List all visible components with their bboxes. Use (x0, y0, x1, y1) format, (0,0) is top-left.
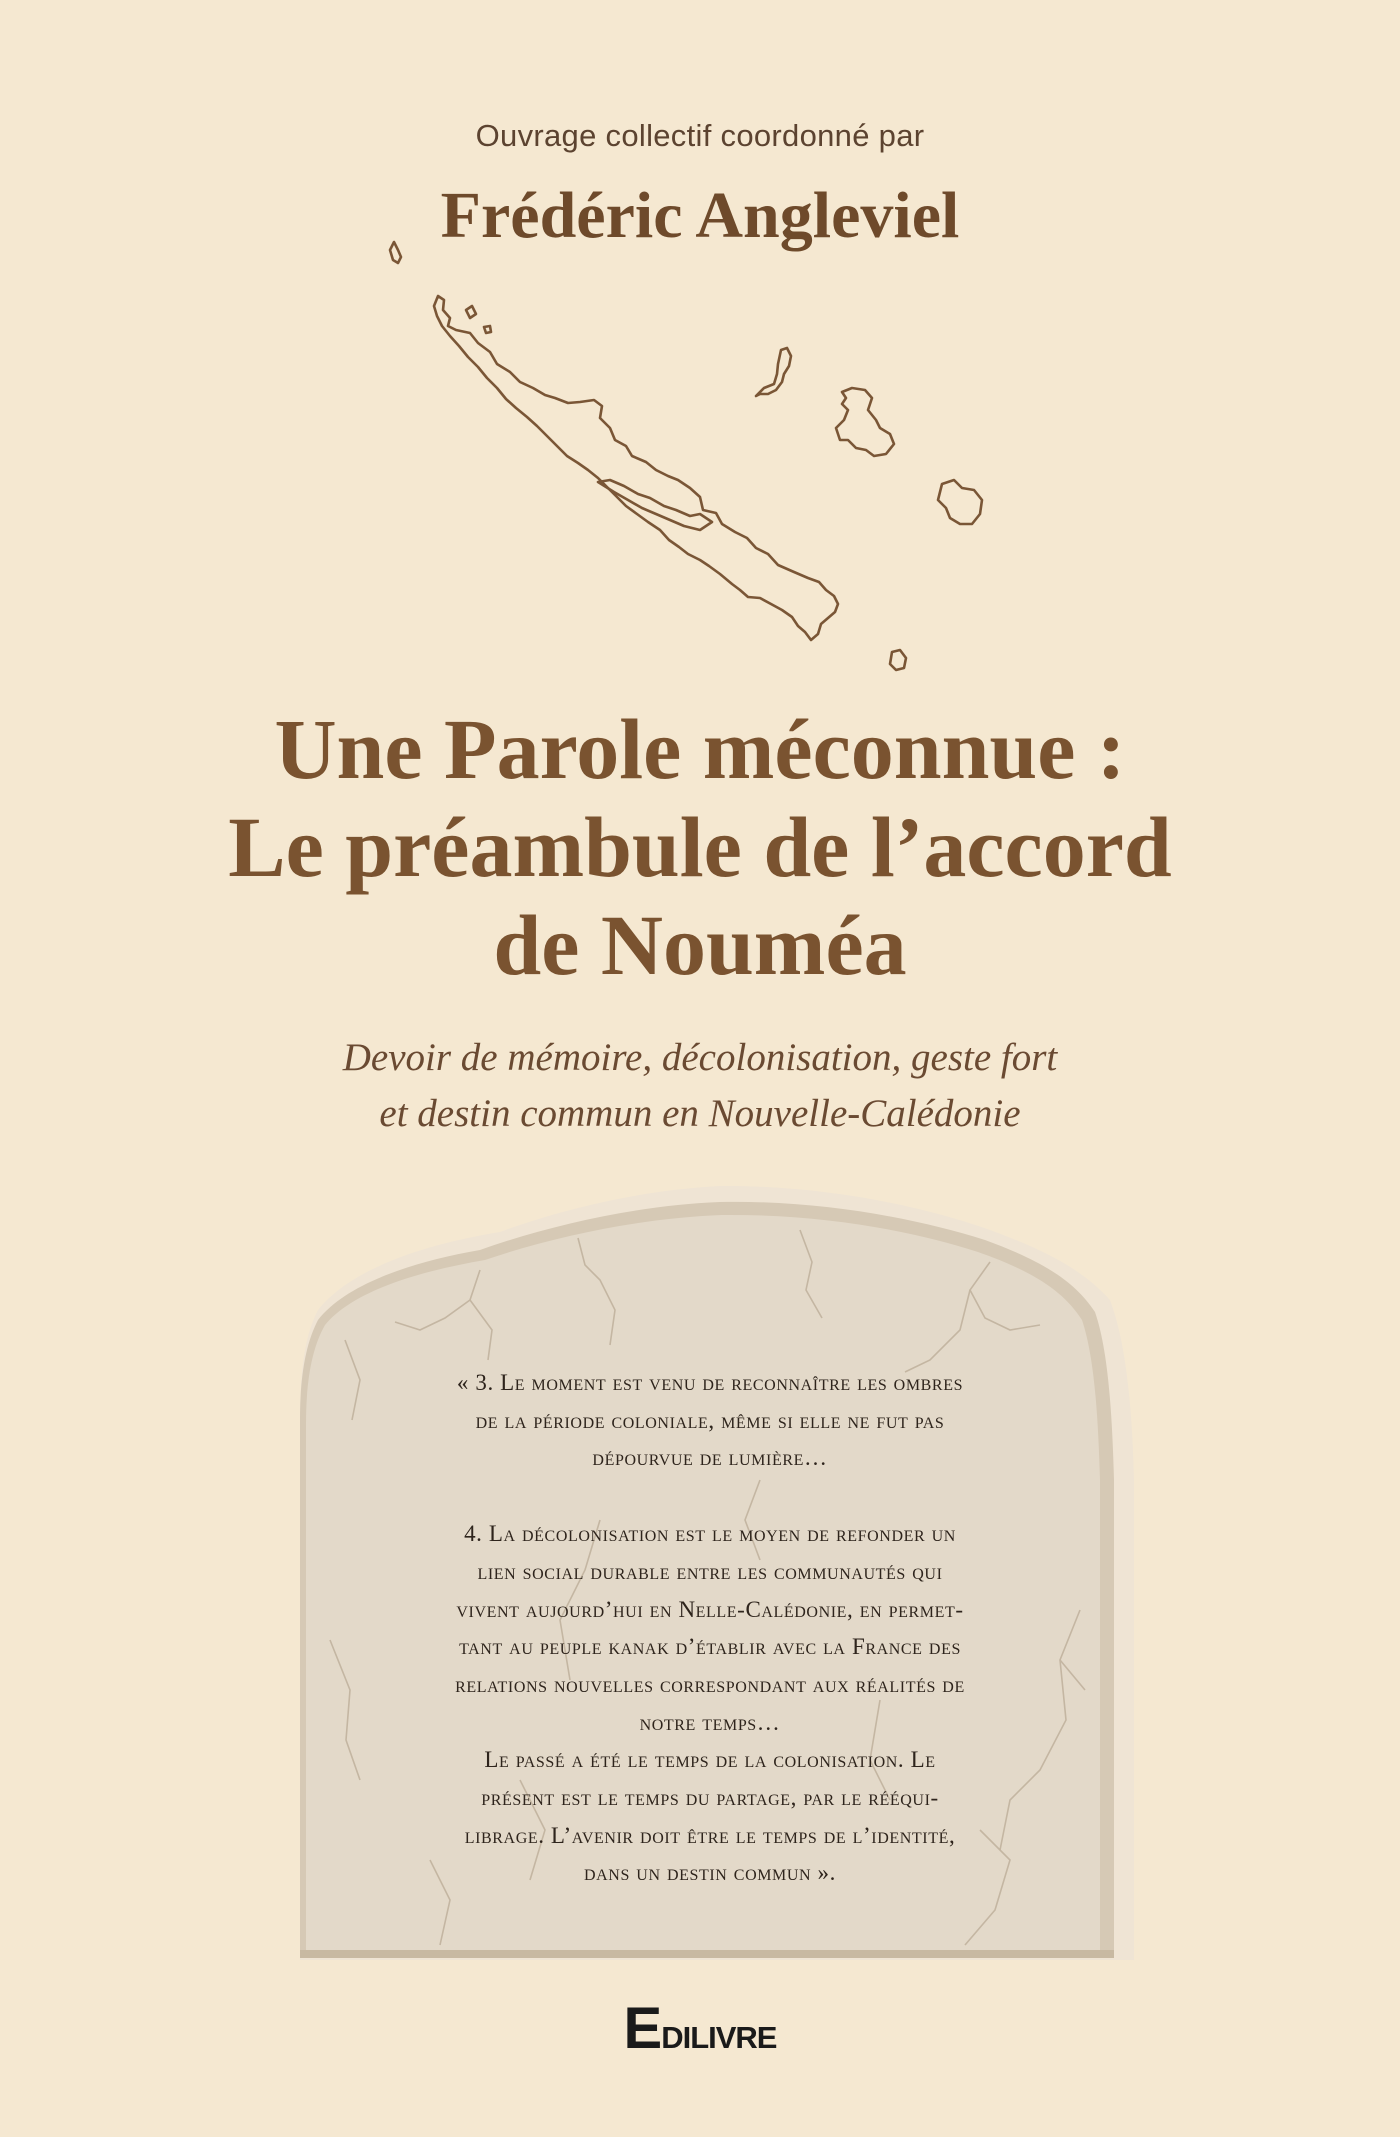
quote-line: présent est le temps du partage, par le rééqui- (481, 1785, 939, 1811)
title-line: Une Parole méconnue : (274, 701, 1126, 797)
quote-line: « 3. Le moment est venu de reconnaître les ombres (456, 1370, 964, 1395)
quote-line: vivent aujourd’hui en Nelle-Calédonie, en permet- (456, 1596, 964, 1622)
subtitle-line: Devoir de mémoire, décolonisation, geste fort (342, 1036, 1058, 1079)
quote-line: librage. L’avenir doit être le temps de l’identité, (464, 1822, 956, 1848)
publisher-name-rest: dilivre (661, 2009, 777, 2058)
coordination-label: Ouvrage collectif coordonné par (475, 118, 925, 153)
title-line: de Nouméa (493, 897, 907, 993)
quote-line: Le passé a été le temps de la colonisation. Le (484, 1747, 936, 1773)
quote-line: dans un destin commun ». (584, 1860, 836, 1886)
quote-line: relations nouvelles correspondant aux réalités de (455, 1671, 965, 1697)
quote-line: lien social durable entre les communautés qui (477, 1558, 943, 1584)
title-line: Le préambule de l’accord (228, 799, 1172, 895)
publisher-logo (0, 1995, 1400, 2062)
subtitle-line: et destin commun en Nouvelle-Calédonie (379, 1092, 1021, 1135)
quote-line: 4. La décolonisation est le moyen de refonder un (464, 1521, 956, 1547)
quote-line: notre temps… (639, 1709, 781, 1735)
quote-line: dépourvue de lumière… (592, 1445, 828, 1471)
quote-paragraph-gap (380, 1477, 1040, 1515)
publisher-initial: E (623, 1996, 662, 2061)
quote-line: tant au peuple kanak d’établir avec la France des (459, 1634, 961, 1660)
author-name: Frédéric Angleviel (440, 179, 960, 252)
preamble-quote (380, 1364, 1040, 1892)
quote-line: de la période coloniale, même si elle ne fut pas (475, 1407, 945, 1433)
